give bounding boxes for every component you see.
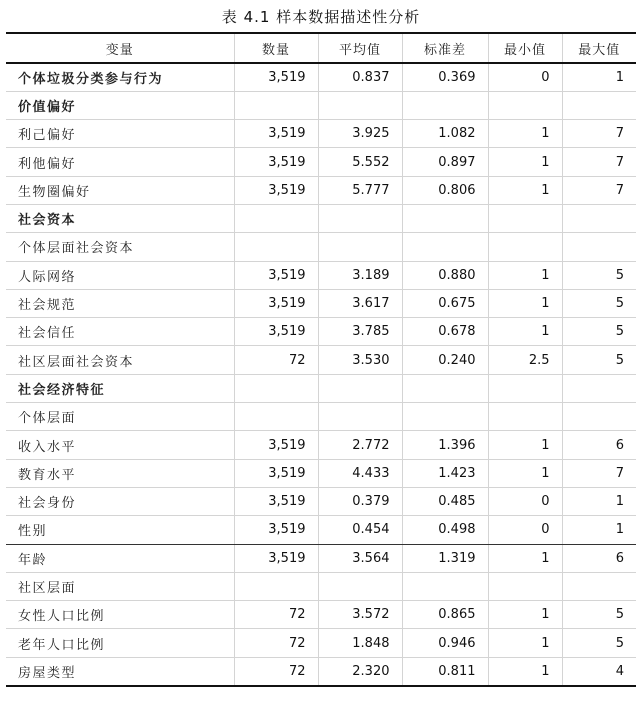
cell-min: 1 — [488, 148, 562, 176]
cell-mean: 0.379 — [318, 487, 402, 515]
table-row — [6, 120, 636, 148]
cell-sd: 0.369 — [402, 63, 488, 91]
cell-sd: 0.806 — [402, 176, 488, 204]
row-label: 教育水平 — [6, 459, 234, 487]
header-count: 数量 — [234, 33, 318, 63]
table-row — [6, 346, 636, 374]
cell-min: 0 — [488, 487, 562, 515]
cell-mean — [318, 204, 402, 232]
cell-mean: 0.837 — [318, 63, 402, 91]
cell-mean: 5.777 — [318, 176, 402, 204]
table-row — [6, 629, 636, 657]
cell-sd: 0.240 — [402, 346, 488, 374]
cell-count: 3,519 — [234, 318, 318, 346]
table-row — [6, 601, 636, 629]
cell-sd — [402, 91, 488, 119]
cell-count — [234, 204, 318, 232]
table-row — [6, 431, 636, 459]
cell-sd — [402, 374, 488, 402]
cell-mean — [318, 91, 402, 119]
row-label: 社会经济特征 — [6, 374, 234, 402]
cell-count: 3,519 — [234, 459, 318, 487]
cell-mean: 1.848 — [318, 629, 402, 657]
cell-max — [562, 204, 636, 232]
cell-count — [234, 403, 318, 431]
cell-min: 1 — [488, 601, 562, 629]
cell-max: 7 — [562, 176, 636, 204]
row-label: 女性人口比例 — [6, 601, 234, 629]
cell-mean: 3.530 — [318, 346, 402, 374]
cell-min: 1 — [488, 261, 562, 289]
cell-sd: 1.396 — [402, 431, 488, 459]
cell-max: 1 — [562, 516, 636, 544]
cell-mean: 3.572 — [318, 601, 402, 629]
cell-mean — [318, 403, 402, 431]
cell-min: 2.5 — [488, 346, 562, 374]
row-label: 个体垃圾分类参与行为 — [6, 63, 234, 91]
cell-max: 5 — [562, 601, 636, 629]
cell-mean — [318, 233, 402, 261]
cell-max: 5 — [562, 289, 636, 317]
cell-sd — [402, 572, 488, 600]
table-row — [6, 657, 636, 685]
cell-count — [234, 91, 318, 119]
header-max: 最大值 — [562, 33, 636, 63]
cell-sd: 1.319 — [402, 544, 488, 572]
cell-max: 5 — [562, 346, 636, 374]
cell-count: 3,519 — [234, 176, 318, 204]
cell-min: 1 — [488, 657, 562, 685]
cell-count — [234, 572, 318, 600]
cell-max: 5 — [562, 629, 636, 657]
row-label: 年龄 — [6, 544, 234, 572]
row-label: 社区层面社会资本 — [6, 346, 234, 374]
table-row — [6, 374, 636, 402]
table-row — [6, 176, 636, 204]
cell-min — [488, 403, 562, 431]
header-sd: 标准差 — [402, 33, 488, 63]
cell-min: 1 — [488, 544, 562, 572]
cell-sd: 0.897 — [402, 148, 488, 176]
row-label: 性别 — [6, 516, 234, 544]
cell-sd: 0.675 — [402, 289, 488, 317]
row-label: 利他偏好 — [6, 148, 234, 176]
cell-mean — [318, 572, 402, 600]
cell-mean: 0.454 — [318, 516, 402, 544]
row-label: 社会身份 — [6, 487, 234, 515]
row-label: 社会规范 — [6, 289, 234, 317]
cell-max: 1 — [562, 63, 636, 91]
row-label: 收入水平 — [6, 431, 234, 459]
cell-max — [562, 374, 636, 402]
cell-mean: 3.617 — [318, 289, 402, 317]
row-label: 人际网络 — [6, 261, 234, 289]
cell-mean: 3.785 — [318, 318, 402, 346]
header-variable: 变量 — [6, 33, 234, 63]
cell-count — [234, 233, 318, 261]
cell-min: 1 — [488, 289, 562, 317]
row-label: 个体层面社会资本 — [6, 233, 234, 261]
cell-count: 3,519 — [234, 148, 318, 176]
cell-max: 7 — [562, 459, 636, 487]
cell-count: 3,519 — [234, 431, 318, 459]
table-row — [6, 204, 636, 232]
cell-mean: 2.772 — [318, 431, 402, 459]
cell-sd: 0.880 — [402, 261, 488, 289]
table-row — [6, 544, 636, 572]
cell-min: 0 — [488, 516, 562, 544]
cell-max — [562, 91, 636, 119]
cell-min — [488, 204, 562, 232]
cell-max: 7 — [562, 120, 636, 148]
cell-max: 6 — [562, 431, 636, 459]
cell-mean: 3.564 — [318, 544, 402, 572]
cell-min — [488, 572, 562, 600]
cell-count: 3,519 — [234, 544, 318, 572]
header-mean: 平均值 — [318, 33, 402, 63]
cell-max: 6 — [562, 544, 636, 572]
cell-min: 1 — [488, 318, 562, 346]
cell-min: 1 — [488, 176, 562, 204]
cell-min: 1 — [488, 459, 562, 487]
cell-count: 72 — [234, 657, 318, 685]
cell-count: 3,519 — [234, 63, 318, 91]
table-row — [6, 459, 636, 487]
table-row — [6, 318, 636, 346]
table-row — [6, 63, 636, 91]
cell-max — [562, 233, 636, 261]
cell-count: 3,519 — [234, 516, 318, 544]
cell-count: 72 — [234, 601, 318, 629]
cell-sd: 0.811 — [402, 657, 488, 685]
table-row — [6, 487, 636, 515]
cell-min — [488, 91, 562, 119]
cell-max: 4 — [562, 657, 636, 685]
cell-sd: 0.946 — [402, 629, 488, 657]
table-row — [6, 572, 636, 600]
cell-sd: 0.865 — [402, 601, 488, 629]
cell-min — [488, 233, 562, 261]
header-min: 最小值 — [488, 33, 562, 63]
cell-mean: 5.552 — [318, 148, 402, 176]
cell-sd: 0.498 — [402, 516, 488, 544]
cell-count: 3,519 — [234, 261, 318, 289]
cell-max: 7 — [562, 148, 636, 176]
cell-sd: 0.678 — [402, 318, 488, 346]
table-body — [6, 63, 636, 686]
header-row — [6, 33, 636, 63]
cell-count: 72 — [234, 629, 318, 657]
cell-max: 1 — [562, 487, 636, 515]
cell-min: 0 — [488, 63, 562, 91]
cell-min: 1 — [488, 120, 562, 148]
row-label: 老年人口比例 — [6, 629, 234, 657]
cell-max — [562, 572, 636, 600]
cell-max: 5 — [562, 318, 636, 346]
table-row — [6, 516, 636, 544]
cell-mean: 3.189 — [318, 261, 402, 289]
cell-sd: 0.485 — [402, 487, 488, 515]
cell-sd: 1.423 — [402, 459, 488, 487]
cell-mean — [318, 374, 402, 402]
cell-sd — [402, 204, 488, 232]
cell-sd: 1.082 — [402, 120, 488, 148]
cell-count: 72 — [234, 346, 318, 374]
row-label: 社会资本 — [6, 204, 234, 232]
row-label: 利己偏好 — [6, 120, 234, 148]
cell-min: 1 — [488, 431, 562, 459]
cell-count — [234, 374, 318, 402]
cell-max — [562, 403, 636, 431]
table-row — [6, 261, 636, 289]
table-row — [6, 289, 636, 317]
table-title: 表 4.1 样本数据描述性分析 — [221, 8, 421, 26]
row-label: 房屋类型 — [6, 657, 234, 685]
cell-count: 3,519 — [234, 289, 318, 317]
cell-mean: 3.925 — [318, 120, 402, 148]
cell-mean: 4.433 — [318, 459, 402, 487]
row-label: 价值偏好 — [6, 91, 234, 119]
table-row — [6, 148, 636, 176]
row-label: 生物圈偏好 — [6, 176, 234, 204]
cell-sd — [402, 233, 488, 261]
row-label: 个体层面 — [6, 403, 234, 431]
cell-count: 3,519 — [234, 487, 318, 515]
row-label: 社区层面 — [6, 572, 234, 600]
cell-min: 1 — [488, 629, 562, 657]
row-label: 社会信任 — [6, 318, 234, 346]
table-row — [6, 403, 636, 431]
table-row — [6, 91, 636, 119]
cell-min — [488, 374, 562, 402]
descriptive-stats-table — [6, 32, 636, 687]
cell-max: 5 — [562, 261, 636, 289]
cell-sd — [402, 403, 488, 431]
table-row — [6, 233, 636, 261]
cell-count: 3,519 — [234, 120, 318, 148]
cell-mean: 2.320 — [318, 657, 402, 685]
